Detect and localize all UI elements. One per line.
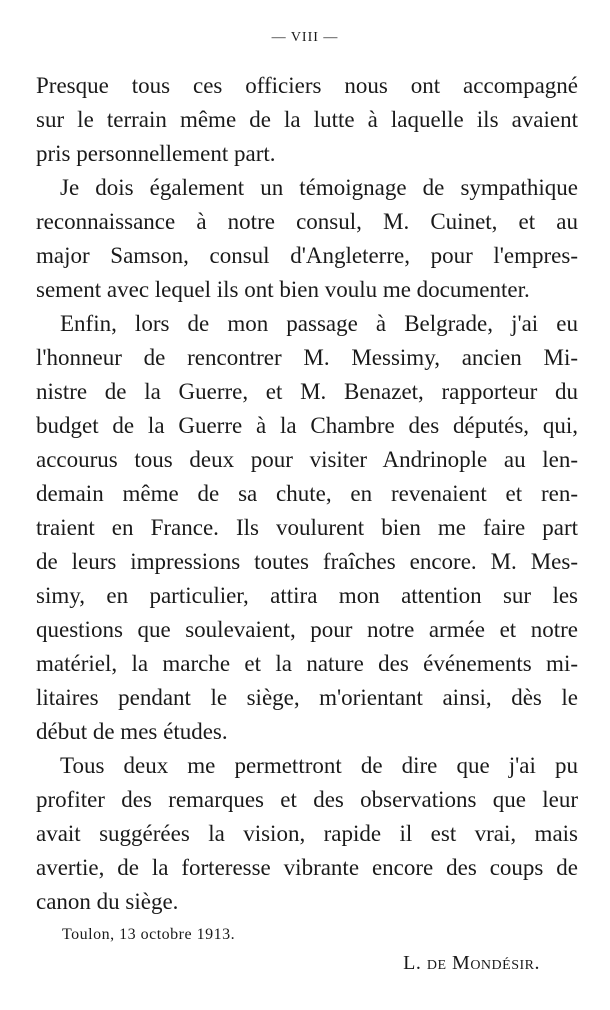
paragraph-2	[36, 171, 578, 307]
text-line: nistre de la Guerre, et M. Benazet, rapporteur du	[36, 379, 578, 404]
text-line: demain même de sa chute, en revenaient et ren-	[36, 481, 578, 506]
text-line: traient en France. Ils voulurent bien me faire part	[36, 515, 578, 540]
text-line: sement avec lequel ils ont bien voulu me documenter.	[36, 277, 530, 302]
text-line: matériel, la marche et la nature des événements mi-	[36, 651, 578, 676]
text-line: sur le terrain même de la lutte à laquelle ils avaient	[36, 107, 578, 132]
text-line: début de mes études.	[36, 719, 228, 744]
text-line: questions que soulevaient, pour notre armée et notre	[36, 617, 578, 642]
text-line: Je dois également un témoignage de sympathique	[60, 175, 578, 200]
text-line: canon du siège.	[36, 889, 179, 914]
text-line: simy, en particulier, attira mon attention sur les	[36, 583, 578, 608]
text-line: Enfin, lors de mon passage à Belgrade, j'ai eu	[60, 311, 578, 336]
text-line: avait suggérées la vision, rapide il est vrai, mais	[36, 821, 578, 846]
text-line: litaires pendant le siège, m'orientant ainsi, dès le	[36, 685, 578, 710]
text-line: Presque tous ces officiers nous ont accompagné	[36, 73, 578, 98]
text-line: accourus tous deux pour visiter Andrinople au len-	[36, 447, 578, 472]
text-line: l'honneur de rencontrer M. Messimy, ancien Mi-	[36, 345, 578, 370]
text-line: budget de la Guerre à la Chambre des députés, qui,	[36, 413, 578, 438]
dateline: Toulon, 13 octobre 1913.	[62, 926, 236, 943]
text-line: pris personnellement part.	[36, 141, 276, 166]
paragraph-4	[36, 749, 578, 919]
text-line: profiter des remarques et des observations que leur	[36, 787, 578, 812]
text-line: Tous deux me permettront de dire que j'ai pu	[60, 753, 578, 778]
text-line: major Samson, consul d'Angleterre, pour l'empres-	[36, 243, 578, 268]
author-signature: L. de Mondésir.	[403, 952, 540, 974]
paragraph-1	[36, 69, 578, 171]
text-line: de leurs impressions toutes fraîches encore. M. Mes-	[36, 549, 578, 574]
page-number: — VIII —	[271, 30, 339, 45]
text-line: reconnaissance à notre consul, M. Cuinet, et au	[36, 209, 578, 234]
paragraph-3	[36, 307, 578, 749]
body-text	[36, 69, 578, 919]
text-line: avertie, de la forteresse vibrante encore des coups de	[36, 855, 578, 880]
